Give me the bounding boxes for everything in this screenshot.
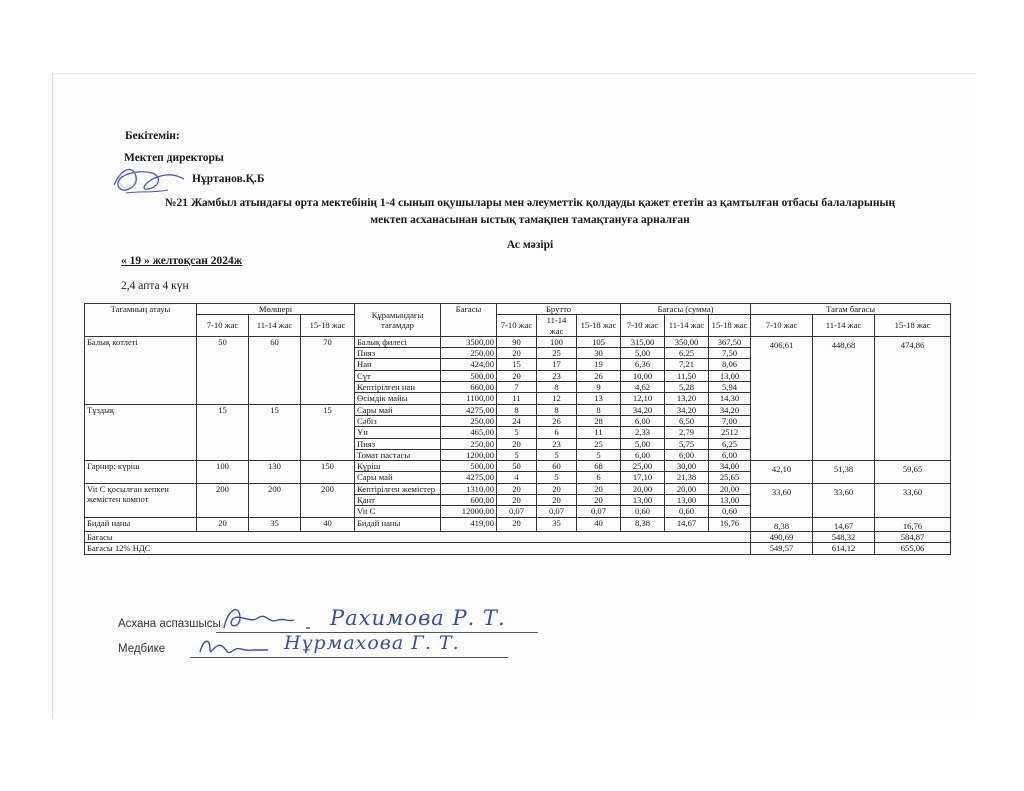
sum-11-14: 0,60 bbox=[665, 506, 709, 517]
gross-15-18: 25 bbox=[577, 438, 621, 449]
director-name: Нұртанов.Қ.Б bbox=[192, 173, 265, 185]
gross-7-10: 4 bbox=[497, 472, 537, 483]
sum-11-14: 13,20 bbox=[665, 393, 709, 404]
header-price-sum: Бағасы (сумма) bbox=[621, 304, 751, 315]
ingredient-name: Кептірілген жемістер bbox=[355, 483, 441, 494]
sum-15-18: 13,00 bbox=[709, 370, 751, 381]
dish-total-7-10: 33,60 bbox=[751, 483, 813, 517]
gross-15-18: 40 bbox=[577, 517, 621, 531]
ingredient-price: 419,00 bbox=[441, 517, 497, 531]
title-line-1: №21 Жамбыл атындағы орта мектебінің 1-4 сынып оқушылары мен әлеуметтік қолдауды қажет ететін аз қамтылған отбасы балаларының bbox=[164, 197, 896, 209]
approval-position: Мектеп директоры bbox=[124, 152, 224, 164]
ingredient-name: Пияз bbox=[355, 348, 441, 359]
ingredient-price: 4275,00 bbox=[441, 472, 497, 483]
gross-11-14: 23 bbox=[537, 438, 577, 449]
gross-7-10: 20 bbox=[497, 495, 537, 506]
header-age-11-14: 11-14 жас bbox=[249, 315, 301, 337]
dish-total-7-10: 406,61 bbox=[751, 336, 813, 460]
sum-11-14: 7,21 bbox=[665, 359, 709, 370]
gross-7-10: 5 bbox=[497, 427, 537, 438]
sum-7-10: 8,38 bbox=[621, 517, 665, 531]
table-row bbox=[85, 517, 951, 531]
gross-11-14: 35 bbox=[537, 517, 577, 531]
summary-vat-row bbox=[85, 543, 951, 554]
gross-11-14: 0,07 bbox=[537, 506, 577, 517]
nurse-name: Нұрмахова Г. Т. bbox=[284, 632, 460, 654]
gross-7-10: 50 bbox=[497, 461, 537, 472]
gross-15-18: 20 bbox=[577, 495, 621, 506]
ingredient-price: 250,00 bbox=[441, 415, 497, 426]
table-row bbox=[85, 461, 951, 472]
dish-name: Балық котлеті bbox=[85, 336, 197, 404]
portion-15-18: 15 bbox=[301, 404, 355, 460]
menu-table bbox=[84, 303, 951, 555]
summary-vat-11-14: 614,12 bbox=[813, 543, 875, 554]
ingredient-price: 465,00 bbox=[441, 427, 497, 438]
sum-15-18: 2512 bbox=[709, 427, 751, 438]
gross-7-10: 90 bbox=[497, 336, 537, 347]
sum-7-10: 4,62 bbox=[621, 382, 665, 393]
summary-price-7-10: 490,69 bbox=[751, 531, 813, 542]
ingredient-name: Сүт bbox=[355, 370, 441, 381]
ingredient-name: Күріш bbox=[355, 461, 441, 472]
gross-11-14: 8 bbox=[537, 382, 577, 393]
ingredient-price: 12000,00 bbox=[441, 506, 497, 517]
sum-11-14: 11,50 bbox=[665, 370, 709, 381]
sum-15-18: 6,25 bbox=[709, 438, 751, 449]
header-gross-age-11-14: 11-14 жас bbox=[537, 315, 577, 337]
sum-11-14: 34,20 bbox=[665, 404, 709, 415]
summary-price-row bbox=[85, 531, 951, 542]
portion-7-10: 20 bbox=[197, 517, 249, 531]
sum-7-10: 2,33 bbox=[621, 427, 665, 438]
summary-vat-7-10: 549,57 bbox=[751, 543, 813, 554]
gross-7-10: 20 bbox=[497, 483, 537, 494]
dish-total-15-18: 59,65 bbox=[875, 461, 951, 484]
header-sum-age-15-18: 15-18 жас bbox=[709, 315, 751, 337]
sum-7-10: 25,00 bbox=[621, 461, 665, 472]
dish-total-15-18: 474,86 bbox=[875, 336, 951, 460]
sum-15-18: 34,20 bbox=[709, 404, 751, 415]
dish-total-11-14: 51,38 bbox=[813, 461, 875, 484]
sum-7-10: 5,00 bbox=[621, 438, 665, 449]
ingredient-price: 4275,00 bbox=[441, 404, 497, 415]
portion-15-18: 40 bbox=[301, 517, 355, 531]
sum-15-18: 7,50 bbox=[709, 348, 751, 359]
dish-total-7-10: 8,38 bbox=[751, 517, 813, 531]
gross-15-18: 20 bbox=[577, 483, 621, 494]
sum-15-18: 20,00 bbox=[709, 483, 751, 494]
ingredient-name: Нан bbox=[355, 359, 441, 370]
gross-11-14: 5 bbox=[537, 472, 577, 483]
ingredient-name: Vit C bbox=[355, 506, 441, 517]
sum-11-14: 13,00 bbox=[665, 495, 709, 506]
sum-15-18: 5,94 bbox=[709, 382, 751, 393]
summary-price-label: Бағасы bbox=[85, 531, 751, 542]
sum-11-14: 350,00 bbox=[665, 336, 709, 347]
gross-15-18: 19 bbox=[577, 359, 621, 370]
gross-7-10: 20 bbox=[497, 438, 537, 449]
dish-total-15-18: 16,76 bbox=[875, 517, 951, 531]
ingredient-name: Томат пастасы bbox=[355, 449, 441, 460]
sum-7-10: 5,00 bbox=[621, 348, 665, 359]
sum-15-18: 7,00 bbox=[709, 415, 751, 426]
ingredient-name: Сары май bbox=[355, 472, 441, 483]
header-sum-age-7-10: 7-10 жас bbox=[621, 315, 665, 337]
summary-price-15-18: 584,87 bbox=[875, 531, 951, 542]
sum-15-18: 0,60 bbox=[709, 506, 751, 517]
sum-11-14: 6,25 bbox=[665, 348, 709, 359]
sum-15-18: 6,00 bbox=[709, 449, 751, 460]
ingredient-name: Бидай наны bbox=[355, 517, 441, 531]
ingredient-price: 250,00 bbox=[441, 348, 497, 359]
ingredient-price: 500,00 bbox=[441, 370, 497, 381]
cook-label: Асхана аспазшысы bbox=[118, 618, 221, 630]
gross-7-10: 8 bbox=[497, 404, 537, 415]
ingredient-price: 250,00 bbox=[441, 438, 497, 449]
sum-7-10: 6,00 bbox=[621, 415, 665, 426]
gross-11-14: 100 bbox=[537, 336, 577, 347]
ingredient-name: Қант bbox=[355, 495, 441, 506]
dish-total-11-14: 448,68 bbox=[813, 336, 875, 460]
gross-15-18: 8 bbox=[577, 404, 621, 415]
sum-15-18: 16,76 bbox=[709, 517, 751, 531]
menu-title: Ас мәзірі bbox=[506, 239, 554, 251]
gross-7-10: 20 bbox=[497, 517, 537, 531]
sum-11-14: 30,00 bbox=[665, 461, 709, 472]
gross-11-14: 26 bbox=[537, 415, 577, 426]
gross-11-14: 5 bbox=[537, 449, 577, 460]
portion-7-10: 200 bbox=[197, 483, 249, 517]
gross-15-18: 13 bbox=[577, 393, 621, 404]
dish-name: Бидай наны bbox=[85, 517, 197, 531]
header-ingredients: Құрамындағы тағамдар bbox=[355, 304, 441, 337]
gross-7-10: 15 bbox=[497, 359, 537, 370]
gross-7-10: 7 bbox=[497, 382, 537, 393]
ingredient-price: 3500,00 bbox=[441, 336, 497, 347]
portion-11-14: 60 bbox=[249, 336, 301, 404]
table-row bbox=[85, 336, 951, 347]
nurse-signature-icon bbox=[196, 632, 276, 662]
sum-11-14: 5,75 bbox=[665, 438, 709, 449]
header-gross-age-7-10: 7-10 жас bbox=[497, 315, 537, 337]
header-age-15-18: 15-18 жас bbox=[301, 315, 355, 337]
summary-vat-15-18: 655,06 bbox=[875, 543, 951, 554]
sum-7-10: 34,20 bbox=[621, 404, 665, 415]
menu-body bbox=[85, 336, 951, 531]
portion-7-10: 50 bbox=[197, 336, 249, 404]
header-price: Бағасы bbox=[441, 304, 497, 337]
dish-total-11-14: 14,67 bbox=[813, 517, 875, 531]
cook-name: Рахимова Р. Т. bbox=[330, 606, 506, 630]
gross-15-18: 11 bbox=[577, 427, 621, 438]
gross-15-18: 30 bbox=[577, 348, 621, 359]
sum-15-18: 25,65 bbox=[709, 472, 751, 483]
nurse-label: Медбике bbox=[118, 643, 166, 655]
gross-15-18: 5 bbox=[577, 449, 621, 460]
gross-15-18: 0,07 bbox=[577, 506, 621, 517]
ingredient-price: 1310,00 bbox=[441, 483, 497, 494]
portion-15-18: 200 bbox=[301, 483, 355, 517]
title-line-2: мектеп асханасынан ыстық тамақпен тамақтануға арналған bbox=[370, 214, 690, 226]
dish-total-7-10: 42,10 bbox=[751, 461, 813, 484]
dish-name: Гарнир: күріш bbox=[85, 461, 197, 484]
header-total-age-7-10: 7-10 жас bbox=[751, 315, 813, 337]
sum-7-10: 315,00 bbox=[621, 336, 665, 347]
ingredient-name: Сары май bbox=[355, 404, 441, 415]
header-age-7-10: 7-10 жас bbox=[197, 315, 249, 337]
sum-11-14: 2,79 bbox=[665, 427, 709, 438]
gross-11-14: 20 bbox=[537, 483, 577, 494]
sum-11-14: 20,00 bbox=[665, 483, 709, 494]
ingredient-name: Пияз bbox=[355, 438, 441, 449]
sum-7-10: 10,00 bbox=[621, 370, 665, 381]
ingredient-price: 600,00 bbox=[441, 495, 497, 506]
approval-heading: Бекітемін: bbox=[125, 130, 180, 142]
gross-15-18: 6 bbox=[577, 472, 621, 483]
gross-11-14: 23 bbox=[537, 370, 577, 381]
sum-7-10: 20,00 bbox=[621, 483, 665, 494]
dish-name: Vit C қосылған кепкен жемістен компот bbox=[85, 483, 197, 517]
gross-7-10: 11 bbox=[497, 393, 537, 404]
header-dish-name: Тағамның атауы bbox=[85, 304, 197, 337]
ingredient-price: 500,00 bbox=[441, 461, 497, 472]
sum-7-10: 0,60 bbox=[621, 506, 665, 517]
sum-15-18: 367,50 bbox=[709, 336, 751, 347]
gross-7-10: 0,07 bbox=[497, 506, 537, 517]
portion-11-14: 130 bbox=[249, 461, 301, 484]
sum-7-10: 17,10 bbox=[621, 472, 665, 483]
sum-7-10: 6,00 bbox=[621, 449, 665, 460]
table-row bbox=[85, 483, 951, 494]
summary-vat-label: Бағасы 12% НДС bbox=[85, 543, 751, 554]
gross-15-18: 28 bbox=[577, 415, 621, 426]
sum-7-10: 6,36 bbox=[621, 359, 665, 370]
sum-11-14: 5,28 bbox=[665, 382, 709, 393]
gross-7-10: 5 bbox=[497, 449, 537, 460]
dish-name: Тұздық bbox=[85, 404, 197, 460]
dish-total-11-14: 33,60 bbox=[813, 483, 875, 517]
ingredient-name: Өсімдік майы bbox=[355, 393, 441, 404]
header-total-age-11-14: 11-14 жас bbox=[813, 315, 875, 337]
dish-total-15-18: 33,60 bbox=[875, 483, 951, 517]
portion-11-14: 15 bbox=[249, 404, 301, 460]
portion-15-18: 70 bbox=[301, 336, 355, 404]
gross-15-18: 68 bbox=[577, 461, 621, 472]
header-dish-price: Тағам бағасы bbox=[751, 304, 951, 315]
ingredient-name: Кептірілген нан bbox=[355, 382, 441, 393]
header-total-age-15-18: 15-18 жас bbox=[875, 315, 951, 337]
sum-15-18: 34,00 bbox=[709, 461, 751, 472]
sum-11-14: 6,50 bbox=[665, 415, 709, 426]
gross-11-14: 60 bbox=[537, 461, 577, 472]
gross-15-18: 105 bbox=[577, 336, 621, 347]
gross-11-14: 6 bbox=[537, 427, 577, 438]
sum-11-14: 6,00 bbox=[665, 449, 709, 460]
gross-15-18: 9 bbox=[577, 382, 621, 393]
gross-7-10: 20 bbox=[497, 348, 537, 359]
ingredient-name: Ұн bbox=[355, 427, 441, 438]
portion-15-18: 150 bbox=[301, 461, 355, 484]
gross-7-10: 20 bbox=[497, 370, 537, 381]
ingredient-name: Сәбіз bbox=[355, 415, 441, 426]
portion-11-14: 200 bbox=[249, 483, 301, 517]
ingredient-name: Балық филесі bbox=[355, 336, 441, 347]
gross-11-14: 12 bbox=[537, 393, 577, 404]
header-sum-age-11-14: 11-14 жас bbox=[665, 315, 709, 337]
portion-7-10: 15 bbox=[197, 404, 249, 460]
gross-11-14: 25 bbox=[537, 348, 577, 359]
sum-7-10: 12,10 bbox=[621, 393, 665, 404]
header-gross-age-15-18: 15-18 жас bbox=[577, 315, 621, 337]
sum-15-18: 8,06 bbox=[709, 359, 751, 370]
summary-price-11-14: 548,32 bbox=[813, 531, 875, 542]
gross-11-14: 8 bbox=[537, 404, 577, 415]
sum-15-18: 14,30 bbox=[709, 393, 751, 404]
ingredient-price: 1100,00 bbox=[441, 393, 497, 404]
sum-11-14: 14,67 bbox=[665, 517, 709, 531]
sum-7-10: 13,00 bbox=[621, 495, 665, 506]
gross-15-18: 26 bbox=[577, 370, 621, 381]
portion-11-14: 35 bbox=[249, 517, 301, 531]
portion-7-10: 100 bbox=[197, 461, 249, 484]
sum-11-14: 21,38 bbox=[665, 472, 709, 483]
ingredient-price: 1200,00 bbox=[441, 449, 497, 460]
gross-11-14: 17 bbox=[537, 359, 577, 370]
header-gross: Брутто bbox=[497, 304, 621, 315]
week-day: 2,4 апта 4 күн bbox=[121, 280, 189, 292]
ingredient-price: 660,00 bbox=[441, 382, 497, 393]
header-portion: Мөлшері bbox=[197, 304, 355, 315]
gross-7-10: 24 bbox=[497, 415, 537, 426]
gross-11-14: 20 bbox=[537, 495, 577, 506]
sum-15-18: 13,00 bbox=[709, 495, 751, 506]
ingredient-price: 424,00 bbox=[441, 359, 497, 370]
menu-date: « 19 » желтоқсан 2024ж bbox=[121, 255, 243, 267]
